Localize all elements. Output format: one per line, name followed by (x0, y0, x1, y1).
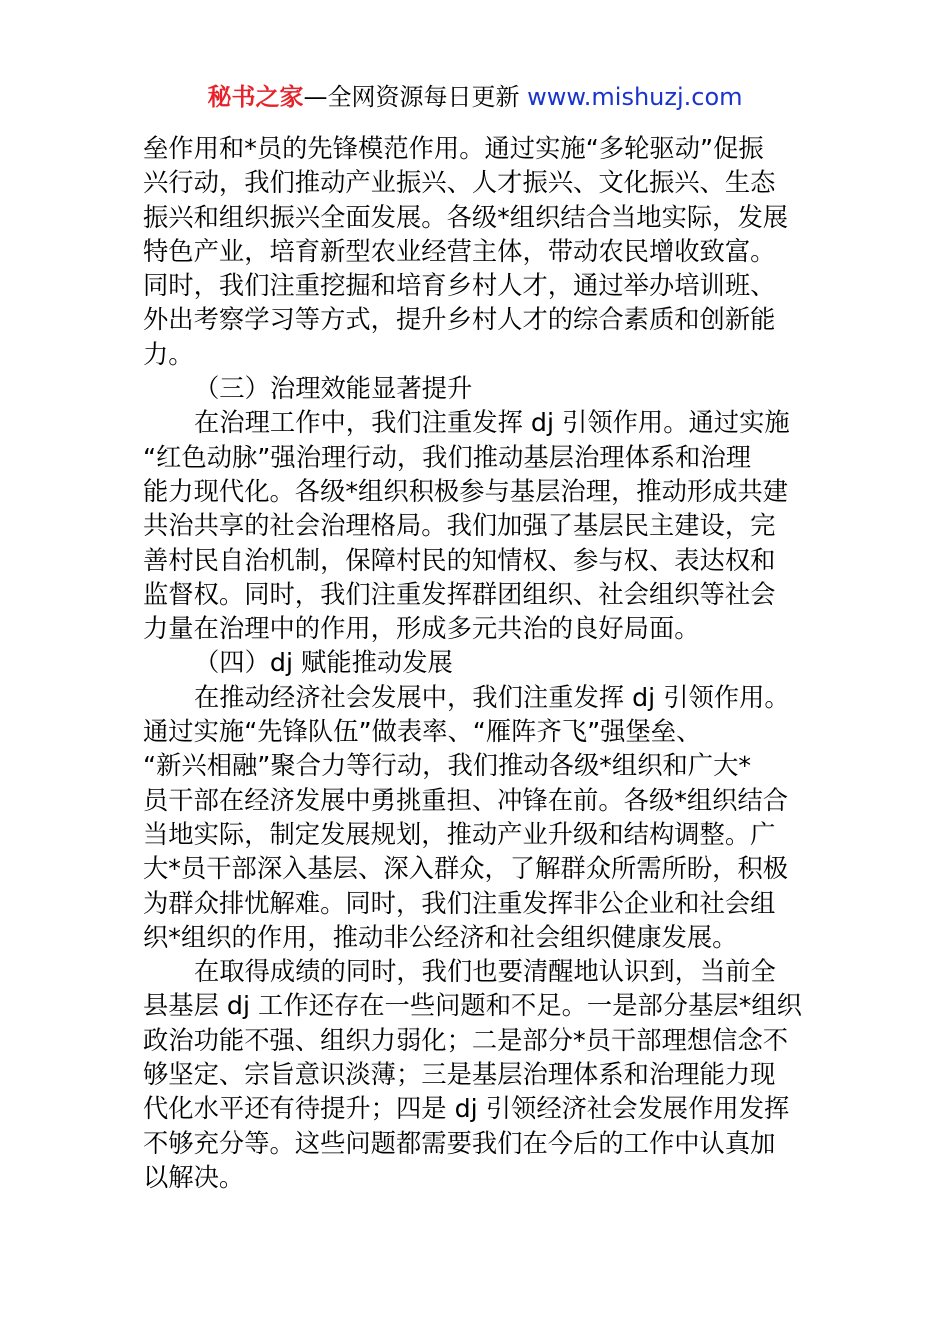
section-heading: （三）治理效能显著提升 (194, 374, 473, 404)
document-body (143, 132, 813, 1195)
text-line: 大*员干部深入基层、深入群众，了解群众所需所盼，积极 (143, 854, 789, 884)
text-line: 不够充分等。这些问题都需要我们在今后的工作中认真加 (143, 1128, 776, 1158)
text-line: 政治功能不强、组织力弱化；二是部分*员干部理想信念不 (143, 1025, 789, 1055)
site-url[interactable]: www.mishuzj.com (527, 83, 743, 111)
text-line: 县基层 dj 工作还存在一些问题和不足。一是部分基层*组织 (143, 991, 802, 1021)
text-line: 监督权。同时，我们注重发挥群团组织、社会组织等社会 (143, 579, 776, 609)
text-line: 为群众排忧解难。同时，我们注重发挥非公企业和社会组 (143, 888, 776, 918)
section-heading: （四）dj 赋能推动发展 (194, 648, 453, 678)
text-line: 兴行动，我们推动产业振兴、人才振兴、文化振兴、生态 (143, 168, 776, 198)
text-line: 同时，我们注重挖掘和培育乡村人才，通过举办培训班、 (143, 271, 776, 301)
text-line: 员干部在经济发展中勇挑重担、冲锋在前。各级*组织结合 (143, 785, 789, 815)
text-line: 织*组织的作用，推动非公经济和社会组织健康发展。 (143, 922, 738, 952)
text-line: 共治共享的社会治理格局。我们加强了基层民主建设，完 (143, 511, 776, 541)
text-line: 力。 (143, 339, 194, 369)
text-line: 够坚定、宗旨意识淡薄；三是基层治理体系和治理能力现 (143, 1060, 776, 1090)
text-line: 振兴和组织振兴全面发展。各级*组织结合当地实际，发展 (143, 202, 789, 232)
text-line: 以解决。 (143, 1162, 245, 1192)
text-line: 力量在治理中的作用，形成多元共治的良好局面。 (143, 614, 700, 644)
text-line: “红色动脉”强治理行动，我们推动基层治理体系和治理 (143, 442, 752, 472)
text-line: 外出考察学习等方式，提升乡村人才的综合素质和创新能 (143, 305, 776, 335)
text-line: 垒作用和*员的先锋模范作用。通过实施“多轮驱动”促振 (143, 134, 764, 163)
text-line: “新兴相融”聚合力等行动，我们推动各级*组织和广大* (143, 751, 752, 781)
text-line: 能力现代化。各级*组织积极参与基层治理，推动形成共建 (143, 476, 789, 506)
site-header (0, 80, 950, 114)
text-line: 代化水平还有待提升；四是 dj 引领经济社会发展作用发挥 (143, 1094, 790, 1124)
site-brand: 秘书之家 (207, 83, 304, 111)
text-line: 在推动经济社会发展中，我们注重发挥 dj 引领作用。 (194, 682, 790, 712)
site-tagline: —全网资源每日更新 (303, 83, 528, 111)
text-line: 在取得成绩的同时，我们也要清醒地认识到，当前全 (194, 957, 776, 987)
text-line: 善村民自治机制，保障村民的知情权、参与权、表达权和 (143, 545, 776, 575)
text-line: 当地实际，制定发展规划，推动产业升级和结构调整。广 (143, 819, 776, 849)
text-line: 特色产业，培育新型农业经营主体，带动农民增收致富。 (143, 236, 776, 266)
text-line: 通过实施“先锋队伍”做表率、“雁阵齐飞”强堡垒、 (143, 717, 702, 747)
text-line: 在治理工作中，我们注重发挥 dj 引领作用。通过实施 (194, 408, 790, 438)
